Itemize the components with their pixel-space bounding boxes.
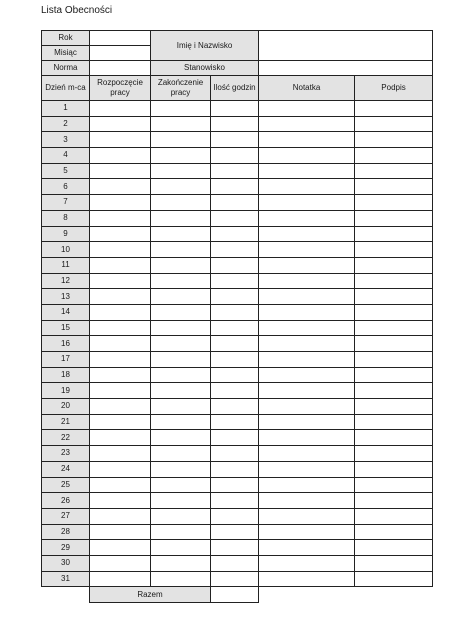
note-cell[interactable] xyxy=(259,163,355,179)
end-cell[interactable] xyxy=(151,414,211,430)
day-row xyxy=(42,116,433,132)
hours-cell[interactable] xyxy=(211,493,259,509)
hours-cell[interactable] xyxy=(211,116,259,132)
hours-cell[interactable] xyxy=(211,132,259,148)
start-column-header: Rozpoczęcie pracy xyxy=(90,76,151,101)
start-cell[interactable] xyxy=(90,571,151,587)
signature-cell[interactable] xyxy=(355,163,433,179)
signature-cell[interactable] xyxy=(355,477,433,493)
hours-cell[interactable] xyxy=(211,101,259,117)
end-cell[interactable] xyxy=(151,352,211,368)
signature-cell[interactable] xyxy=(355,336,433,352)
end-cell[interactable] xyxy=(151,336,211,352)
end-cell[interactable] xyxy=(151,116,211,132)
total-spacer xyxy=(259,587,433,603)
note-cell[interactable] xyxy=(259,320,355,336)
day-row xyxy=(42,461,433,477)
day-number: 17 xyxy=(42,352,90,368)
note-cell[interactable] xyxy=(259,399,355,415)
signature-cell[interactable] xyxy=(355,101,433,117)
signature-cell[interactable] xyxy=(355,132,433,148)
note-cell[interactable] xyxy=(259,226,355,242)
day-row xyxy=(42,242,433,258)
start-cell[interactable] xyxy=(90,101,151,117)
signature-cell[interactable] xyxy=(355,242,433,258)
end-cell[interactable] xyxy=(151,273,211,289)
day-number: 31 xyxy=(42,571,90,587)
signature-cell[interactable] xyxy=(355,116,433,132)
day-number: 4 xyxy=(42,148,90,164)
day-number: 14 xyxy=(42,304,90,320)
note-cell[interactable] xyxy=(259,148,355,164)
signature-cell[interactable] xyxy=(355,571,433,587)
day-row xyxy=(42,304,433,320)
note-cell[interactable] xyxy=(259,210,355,226)
end-cell[interactable] xyxy=(151,367,211,383)
day-number: 10 xyxy=(42,242,90,258)
hours-cell[interactable] xyxy=(211,289,259,305)
year-field[interactable] xyxy=(90,31,151,46)
day-row xyxy=(42,289,433,305)
end-cell[interactable] xyxy=(151,555,211,571)
note-cell[interactable] xyxy=(259,571,355,587)
start-cell[interactable] xyxy=(90,163,151,179)
start-cell[interactable] xyxy=(90,132,151,148)
end-cell[interactable] xyxy=(151,383,211,399)
day-row xyxy=(42,195,433,211)
day-number: 9 xyxy=(42,226,90,242)
start-cell[interactable] xyxy=(90,210,151,226)
start-cell[interactable] xyxy=(90,540,151,556)
signature-cell[interactable] xyxy=(355,399,433,415)
end-cell[interactable] xyxy=(151,242,211,258)
start-cell[interactable] xyxy=(90,414,151,430)
hours-cell[interactable] xyxy=(211,524,259,540)
hours-cell[interactable] xyxy=(211,210,259,226)
hours-cell[interactable] xyxy=(211,399,259,415)
signature-cell[interactable] xyxy=(355,226,433,242)
day-column-header: Dzień m-ca xyxy=(42,76,90,101)
start-cell[interactable] xyxy=(90,508,151,524)
end-cell[interactable] xyxy=(151,179,211,195)
note-cell[interactable] xyxy=(259,101,355,117)
hours-cell[interactable] xyxy=(211,226,259,242)
signature-cell[interactable] xyxy=(355,257,433,273)
start-cell[interactable] xyxy=(90,524,151,540)
signature-cell[interactable] xyxy=(355,430,433,446)
day-number: 19 xyxy=(42,383,90,399)
note-cell[interactable] xyxy=(259,540,355,556)
day-row xyxy=(42,524,433,540)
signature-cell[interactable] xyxy=(355,383,433,399)
start-cell[interactable] xyxy=(90,320,151,336)
hours-cell[interactable] xyxy=(211,304,259,320)
start-cell[interactable] xyxy=(90,257,151,273)
end-cell[interactable] xyxy=(151,163,211,179)
end-cell[interactable] xyxy=(151,226,211,242)
note-cell[interactable] xyxy=(259,242,355,258)
day-row xyxy=(42,477,433,493)
day-row xyxy=(42,210,433,226)
end-cell[interactable] xyxy=(151,477,211,493)
end-cell[interactable] xyxy=(151,524,211,540)
hours-cell[interactable] xyxy=(211,148,259,164)
total-hours-cell[interactable] xyxy=(211,587,259,603)
day-number: 12 xyxy=(42,273,90,289)
day-number: 15 xyxy=(42,320,90,336)
signature-cell[interactable] xyxy=(355,555,433,571)
end-cell[interactable] xyxy=(151,430,211,446)
hours-cell[interactable] xyxy=(211,446,259,462)
hours-cell[interactable] xyxy=(211,195,259,211)
start-cell[interactable] xyxy=(90,148,151,164)
note-cell[interactable] xyxy=(259,179,355,195)
end-cell[interactable] xyxy=(151,508,211,524)
day-row xyxy=(42,179,433,195)
hours-cell[interactable] xyxy=(211,383,259,399)
day-row xyxy=(42,273,433,289)
end-cell[interactable] xyxy=(151,148,211,164)
day-row xyxy=(42,101,433,117)
start-cell[interactable] xyxy=(90,304,151,320)
signature-cell[interactable] xyxy=(355,446,433,462)
day-number: 30 xyxy=(42,555,90,571)
note-cell[interactable] xyxy=(259,273,355,289)
total-row xyxy=(42,587,433,603)
day-row xyxy=(42,320,433,336)
start-cell[interactable] xyxy=(90,226,151,242)
hours-cell[interactable] xyxy=(211,367,259,383)
note-cell[interactable] xyxy=(259,446,355,462)
end-cell[interactable] xyxy=(151,493,211,509)
signature-cell[interactable] xyxy=(355,508,433,524)
start-cell[interactable] xyxy=(90,477,151,493)
end-cell[interactable] xyxy=(151,289,211,305)
day-number: 7 xyxy=(42,195,90,211)
signature-cell[interactable] xyxy=(355,540,433,556)
signature-cell[interactable] xyxy=(355,273,433,289)
hours-cell[interactable] xyxy=(211,352,259,368)
end-cell[interactable] xyxy=(151,446,211,462)
end-cell[interactable] xyxy=(151,399,211,415)
hours-cell[interactable] xyxy=(211,508,259,524)
month-label: Misiąc xyxy=(42,46,90,61)
day-row xyxy=(42,540,433,556)
hours-cell[interactable] xyxy=(211,540,259,556)
note-cell[interactable] xyxy=(259,257,355,273)
note-cell[interactable] xyxy=(259,430,355,446)
day-number: 22 xyxy=(42,430,90,446)
signature-cell[interactable] xyxy=(355,524,433,540)
day-row xyxy=(42,508,433,524)
end-column-header: Zakończenie pracy xyxy=(151,76,211,101)
total-spacer xyxy=(42,587,90,603)
day-number: 29 xyxy=(42,540,90,556)
note-cell[interactable] xyxy=(259,336,355,352)
signature-column-header: Podpis xyxy=(355,76,433,101)
day-row xyxy=(42,352,433,368)
note-column-header: Notatka xyxy=(259,76,355,101)
hours-cell[interactable] xyxy=(211,336,259,352)
start-cell[interactable] xyxy=(90,116,151,132)
hours-cell[interactable] xyxy=(211,555,259,571)
day-row xyxy=(42,132,433,148)
day-number: 21 xyxy=(42,414,90,430)
hours-cell[interactable] xyxy=(211,257,259,273)
day-number: 13 xyxy=(42,289,90,305)
position-field[interactable] xyxy=(259,61,433,76)
note-cell[interactable] xyxy=(259,352,355,368)
day-number: 3 xyxy=(42,132,90,148)
note-cell[interactable] xyxy=(259,461,355,477)
position-label: Stanowisko xyxy=(151,61,259,76)
start-cell[interactable] xyxy=(90,555,151,571)
day-number: 6 xyxy=(42,179,90,195)
hours-cell[interactable] xyxy=(211,477,259,493)
signature-cell[interactable] xyxy=(355,304,433,320)
day-number: 16 xyxy=(42,336,90,352)
start-cell[interactable] xyxy=(90,352,151,368)
day-number: 28 xyxy=(42,524,90,540)
hours-cell[interactable] xyxy=(211,571,259,587)
day-row xyxy=(42,163,433,179)
day-row xyxy=(42,571,433,587)
end-cell[interactable] xyxy=(151,132,211,148)
hours-cell[interactable] xyxy=(211,320,259,336)
name-field[interactable] xyxy=(259,31,433,61)
start-cell[interactable] xyxy=(90,399,151,415)
note-cell[interactable] xyxy=(259,132,355,148)
hours-cell[interactable] xyxy=(211,273,259,289)
hours-cell[interactable] xyxy=(211,242,259,258)
name-label: Imię i Nazwisko xyxy=(151,31,259,61)
end-cell[interactable] xyxy=(151,461,211,477)
signature-cell[interactable] xyxy=(355,210,433,226)
note-cell[interactable] xyxy=(259,289,355,305)
day-number: 8 xyxy=(42,210,90,226)
start-cell[interactable] xyxy=(90,242,151,258)
hours-cell[interactable] xyxy=(211,179,259,195)
hours-cell[interactable] xyxy=(211,414,259,430)
signature-cell[interactable] xyxy=(355,289,433,305)
note-cell[interactable] xyxy=(259,477,355,493)
day-row xyxy=(42,148,433,164)
total-label: Razem xyxy=(90,587,211,603)
day-row xyxy=(42,430,433,446)
start-cell[interactable] xyxy=(90,336,151,352)
start-cell[interactable] xyxy=(90,461,151,477)
end-cell[interactable] xyxy=(151,540,211,556)
day-number: 18 xyxy=(42,367,90,383)
day-row xyxy=(42,226,433,242)
day-row xyxy=(42,414,433,430)
day-number: 2 xyxy=(42,116,90,132)
day-row xyxy=(42,399,433,415)
note-cell[interactable] xyxy=(259,508,355,524)
note-cell[interactable] xyxy=(259,195,355,211)
start-cell[interactable] xyxy=(90,367,151,383)
day-number: 5 xyxy=(42,163,90,179)
norm-label: Norma xyxy=(42,61,90,76)
day-row xyxy=(42,383,433,399)
month-field[interactable] xyxy=(90,46,151,61)
day-row xyxy=(42,336,433,352)
year-label: Rok xyxy=(42,31,90,46)
signature-cell[interactable] xyxy=(355,352,433,368)
hours-cell[interactable] xyxy=(211,461,259,477)
signature-cell[interactable] xyxy=(355,493,433,509)
signature-cell[interactable] xyxy=(355,461,433,477)
end-cell[interactable] xyxy=(151,320,211,336)
signature-cell[interactable] xyxy=(355,320,433,336)
day-number: 27 xyxy=(42,508,90,524)
signature-cell[interactable] xyxy=(355,367,433,383)
note-cell[interactable] xyxy=(259,383,355,399)
note-cell[interactable] xyxy=(259,524,355,540)
day-row xyxy=(42,257,433,273)
start-cell[interactable] xyxy=(90,493,151,509)
end-cell[interactable] xyxy=(151,257,211,273)
hours-cell[interactable] xyxy=(211,163,259,179)
end-cell[interactable] xyxy=(151,210,211,226)
signature-cell[interactable] xyxy=(355,179,433,195)
end-cell[interactable] xyxy=(151,101,211,117)
day-number: 23 xyxy=(42,446,90,462)
note-cell[interactable] xyxy=(259,116,355,132)
start-cell[interactable] xyxy=(90,273,151,289)
signature-cell[interactable] xyxy=(355,414,433,430)
day-number: 20 xyxy=(42,399,90,415)
day-row xyxy=(42,493,433,509)
day-number: 1 xyxy=(42,101,90,117)
norm-field[interactable] xyxy=(90,61,151,76)
note-cell[interactable] xyxy=(259,367,355,383)
note-cell[interactable] xyxy=(259,304,355,320)
start-cell[interactable] xyxy=(90,430,151,446)
end-cell[interactable] xyxy=(151,304,211,320)
end-cell[interactable] xyxy=(151,571,211,587)
start-cell[interactable] xyxy=(90,289,151,305)
page-title: Lista Obecności xyxy=(41,5,113,16)
start-cell[interactable] xyxy=(90,383,151,399)
signature-cell[interactable] xyxy=(355,148,433,164)
end-cell[interactable] xyxy=(151,195,211,211)
attendance-table xyxy=(41,30,433,603)
hours-cell[interactable] xyxy=(211,430,259,446)
signature-cell[interactable] xyxy=(355,195,433,211)
day-row xyxy=(42,555,433,571)
note-cell[interactable] xyxy=(259,414,355,430)
day-number: 24 xyxy=(42,461,90,477)
start-cell[interactable] xyxy=(90,446,151,462)
day-number: 25 xyxy=(42,477,90,493)
note-cell[interactable] xyxy=(259,493,355,509)
day-number: 26 xyxy=(42,493,90,509)
start-cell[interactable] xyxy=(90,179,151,195)
note-cell[interactable] xyxy=(259,555,355,571)
start-cell[interactable] xyxy=(90,195,151,211)
day-number: 11 xyxy=(42,257,90,273)
day-row xyxy=(42,367,433,383)
hours-column-header: Ilość godzin xyxy=(211,76,259,101)
day-row xyxy=(42,446,433,462)
